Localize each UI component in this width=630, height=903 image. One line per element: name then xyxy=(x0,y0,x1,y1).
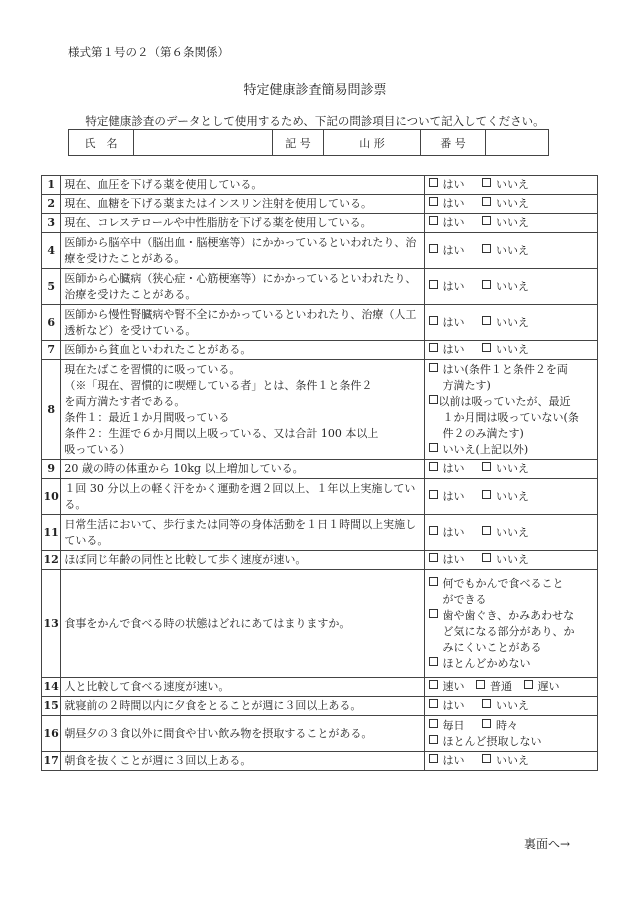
symbol-field[interactable]: 山 形 xyxy=(324,130,421,156)
option-label: はい xyxy=(442,489,465,503)
option-label: はい xyxy=(442,462,465,475)
question-text xyxy=(61,360,424,460)
option-label-cont: ど気になる部分があり、か xyxy=(442,624,575,638)
question-text: 医師から脳卒中（脳出血・脳梗塞等）にかかっているといわれたり、治療を受けたことがある。 xyxy=(61,233,424,269)
yes-option[interactable] xyxy=(429,553,465,566)
yes-option[interactable] xyxy=(429,280,465,293)
yes-option[interactable] xyxy=(429,462,465,475)
question-text: 現在、血圧を下げる薬を使用している。 xyxy=(61,176,424,195)
question-text: 現在、コレステロールや中性脂肪を下げる薬を使用している。 xyxy=(61,214,424,233)
checkbox[interactable] xyxy=(482,316,491,325)
answer-cell xyxy=(424,341,597,360)
answer-cell xyxy=(424,678,597,697)
question-text: ほぼ同じ年齢の同性と比較して歩く速度が速い。 xyxy=(61,551,424,570)
option-label: 普通 xyxy=(490,680,513,693)
question-number: 9 xyxy=(42,460,61,479)
smoking-option-no[interactable] xyxy=(429,442,594,458)
checkbox[interactable] xyxy=(429,657,438,666)
question-row xyxy=(42,460,598,479)
option-label: ほとんどかめない xyxy=(442,656,531,670)
checkbox[interactable] xyxy=(482,719,491,728)
question-text: 20 歳の時の体重から 10kg 以上増加している。 xyxy=(61,460,424,479)
checkbox[interactable] xyxy=(429,443,438,452)
question-line: を両方満たす者である。 xyxy=(64,394,186,408)
question-row xyxy=(42,697,598,716)
answer-cell xyxy=(424,305,597,341)
option-label: ほとんど摂取しない xyxy=(442,734,542,748)
sometimes-option[interactable] xyxy=(482,719,518,732)
question-row xyxy=(42,570,598,678)
number-field[interactable] xyxy=(486,130,549,156)
checkbox[interactable] xyxy=(482,699,491,708)
checkbox[interactable] xyxy=(429,699,438,708)
question-number: 8 xyxy=(42,360,61,460)
question-row xyxy=(42,233,598,269)
option-label: いいえ xyxy=(496,754,530,767)
option-label: はい(条件１と条件２を両 xyxy=(442,362,568,376)
option-label: はい xyxy=(442,553,465,566)
fast-option[interactable] xyxy=(429,680,465,693)
question-text: 医師から心臓病（狭心症・心筋梗塞等）にかかっているといわれたり、治療を受けたことがある。 xyxy=(61,269,424,305)
question-line: 現在たばこを習慣的に吸っている。 xyxy=(64,362,241,376)
option-label: はい xyxy=(442,315,465,329)
no-option[interactable] xyxy=(482,343,529,356)
question-row xyxy=(42,752,598,771)
yes-option[interactable] xyxy=(429,343,465,356)
checkbox[interactable] xyxy=(482,178,491,187)
question-row xyxy=(42,360,598,460)
name-label: 氏 名 xyxy=(69,130,134,156)
question-number: 3 xyxy=(42,214,61,233)
answer-cell xyxy=(424,195,597,214)
answer-cell xyxy=(424,214,597,233)
question-line: 吸っている） xyxy=(64,442,131,456)
checkbox[interactable] xyxy=(429,526,438,535)
no-option[interactable] xyxy=(482,553,529,566)
option-label: いいえ xyxy=(496,279,530,293)
option-label: はい xyxy=(442,216,465,229)
option-label: はい xyxy=(442,243,465,257)
option-label: 時々 xyxy=(496,718,519,732)
normal-option[interactable] xyxy=(476,680,512,693)
question-row xyxy=(42,551,598,570)
name-field[interactable] xyxy=(134,130,273,156)
answer-cell xyxy=(424,269,597,305)
option-label: はい xyxy=(442,343,465,356)
no-option[interactable] xyxy=(482,754,529,767)
answer-cell xyxy=(424,752,597,771)
yes-option[interactable] xyxy=(429,316,465,329)
answer-cell xyxy=(424,570,597,678)
question-text: 就寝前の２時間以内に夕食をとることが週に３回以上ある。 xyxy=(61,697,424,716)
no-option[interactable] xyxy=(482,316,529,329)
answer-cell xyxy=(424,176,597,195)
symbol-label: 記 号 xyxy=(273,130,324,156)
number-label: 番 号 xyxy=(421,130,486,156)
yes-option[interactable] xyxy=(429,178,465,191)
yes-option[interactable] xyxy=(429,216,465,229)
no-option[interactable] xyxy=(482,526,529,539)
answer-cell xyxy=(424,515,597,551)
answer-cell xyxy=(424,551,597,570)
question-number: 15 xyxy=(42,697,61,716)
no-option[interactable] xyxy=(482,490,529,503)
question-number: 4 xyxy=(42,233,61,269)
slow-option[interactable] xyxy=(524,680,560,693)
yes-option[interactable] xyxy=(429,699,465,712)
question-row xyxy=(42,678,598,697)
option-label: いいえ xyxy=(496,489,530,503)
option-label: いいえ(上記以外) xyxy=(442,442,529,456)
question-row xyxy=(42,176,598,195)
option-label: はい xyxy=(442,197,465,210)
checkbox[interactable] xyxy=(482,553,491,562)
option-label: いいえ xyxy=(496,343,530,356)
question-line: 条件２：生涯で６か月間以上吸っている、又は合計 100 本以上 xyxy=(64,426,379,440)
answer-cell xyxy=(424,697,597,716)
question-number: 7 xyxy=(42,341,61,360)
question-line: 条件１：最近１か月間吸っている xyxy=(64,410,230,424)
option-label: 以前は吸っていたが、最近 xyxy=(438,394,571,408)
checkbox[interactable] xyxy=(429,316,438,325)
checkbox[interactable] xyxy=(429,395,438,404)
option-label: いいえ xyxy=(496,525,530,539)
checkbox[interactable] xyxy=(429,553,438,562)
daily-option[interactable] xyxy=(429,719,465,732)
option-label: はい xyxy=(442,699,465,712)
checkbox[interactable] xyxy=(429,197,438,206)
checkbox[interactable] xyxy=(524,680,533,689)
question-text: 現在、血糖を下げる薬またはインスリン注射を使用している。 xyxy=(61,195,424,214)
no-option[interactable] xyxy=(482,699,529,712)
option-label: いいえ xyxy=(496,315,530,329)
question-row xyxy=(42,479,598,515)
option-label: はい xyxy=(442,754,465,767)
option-label-cont: みにくいことがある xyxy=(442,640,542,654)
question-number: 13 xyxy=(42,570,61,678)
yes-option[interactable] xyxy=(429,526,465,539)
option-label: はい xyxy=(442,279,465,293)
no-option[interactable] xyxy=(482,462,529,475)
checkbox[interactable] xyxy=(429,577,438,586)
option-label-cont: ができる xyxy=(442,592,487,606)
question-number: 12 xyxy=(42,551,61,570)
checkbox[interactable] xyxy=(482,280,491,289)
question-number: 11 xyxy=(42,515,61,551)
chewing-option-2[interactable] xyxy=(429,608,594,624)
answer-cell xyxy=(424,460,597,479)
question-text: 朝昼夕の３食以外に間食や甘い飲み物を摂取することがある。 xyxy=(61,716,424,752)
option-label: 毎日 xyxy=(442,718,465,732)
checkbox[interactable] xyxy=(482,343,491,352)
question-number: 2 xyxy=(42,195,61,214)
option-label: いいえ xyxy=(496,699,530,712)
checkbox[interactable] xyxy=(429,363,438,372)
option-label: いいえ xyxy=(496,197,530,210)
answer-cell xyxy=(424,716,597,752)
yes-option[interactable] xyxy=(429,754,465,767)
question-text: 日常生活において、歩行または同等の身体活動を１日１時間以上実施している。 xyxy=(61,515,424,551)
checkbox[interactable] xyxy=(482,216,491,225)
page-title: 特定健康診査簡易問診票 xyxy=(243,83,387,98)
checkbox[interactable] xyxy=(482,490,491,499)
question-text: 医師から貧血といわれたことがある。 xyxy=(61,341,424,360)
question-number: 6 xyxy=(42,305,61,341)
checkbox[interactable] xyxy=(429,216,438,225)
question-row xyxy=(42,269,598,305)
question-text: 朝食を抜くことが週に３回以上ある。 xyxy=(61,752,424,771)
checkbox[interactable] xyxy=(482,462,491,471)
option-label: いいえ xyxy=(496,178,530,191)
chewing-option-3[interactable] xyxy=(429,656,594,672)
checkbox[interactable] xyxy=(429,490,438,499)
answer-cell xyxy=(424,360,597,460)
id-table xyxy=(68,129,549,156)
yes-option[interactable] xyxy=(429,244,465,257)
option-label: いいえ xyxy=(496,243,530,257)
smoking-option-former[interactable] xyxy=(429,394,594,410)
no-option[interactable] xyxy=(482,280,529,293)
answer-cell xyxy=(424,479,597,515)
question-number: 16 xyxy=(42,716,61,752)
question-row xyxy=(42,305,598,341)
answer-cell xyxy=(424,233,597,269)
checkbox[interactable] xyxy=(476,680,485,689)
question-number: 17 xyxy=(42,752,61,771)
no-option[interactable] xyxy=(482,197,529,210)
checkbox[interactable] xyxy=(429,719,438,728)
question-text: 食事をかんで食べる時の状態はどれにあてはまりますか。 xyxy=(61,570,424,678)
checkbox[interactable] xyxy=(482,754,491,763)
question-number: 5 xyxy=(42,269,61,305)
checkbox[interactable] xyxy=(429,735,438,744)
form-number: 様式第１号の２（第６条関係） xyxy=(68,45,229,59)
checkbox[interactable] xyxy=(429,462,438,471)
question-number: 1 xyxy=(42,176,61,195)
next-page-note: 裏面へ→ xyxy=(524,837,571,851)
option-label: いいえ xyxy=(496,216,530,229)
yes-option[interactable] xyxy=(429,197,465,210)
checkbox[interactable] xyxy=(429,609,438,618)
option-label: 何でもかんで食べること xyxy=(442,576,564,590)
no-option[interactable] xyxy=(482,178,529,191)
intro-text: 特定健康診査のデータとして使用するため、下記の問診項目について記入してください。 xyxy=(85,114,545,128)
checkbox[interactable] xyxy=(429,680,438,689)
chewing-option-1[interactable] xyxy=(429,576,594,592)
checkbox[interactable] xyxy=(482,244,491,253)
option-label: はい xyxy=(442,525,465,539)
option-label-cont: 方満たす) xyxy=(442,378,491,392)
question-text: １回 30 分以上の軽く汗をかく運動を週２回以上、１年以上実施している。 xyxy=(61,479,424,515)
no-option[interactable] xyxy=(482,244,529,257)
checkbox[interactable] xyxy=(482,197,491,206)
question-row xyxy=(42,515,598,551)
yes-option[interactable] xyxy=(429,490,465,503)
checkbox[interactable] xyxy=(429,178,438,187)
smoking-option-yes[interactable] xyxy=(429,362,594,378)
checkbox[interactable] xyxy=(482,526,491,535)
questionnaire-table xyxy=(41,175,598,771)
question-number: 10 xyxy=(42,479,61,515)
checkbox[interactable] xyxy=(429,280,438,289)
question-text: 医師から慢性腎臓病や腎不全にかかっているといわれたり、治療（人工透析など）を受けている。 xyxy=(61,305,424,341)
question-row xyxy=(42,716,598,752)
question-row xyxy=(42,214,598,233)
option-label: 速い xyxy=(442,680,465,693)
option-label: 歯や歯ぐき、かみあわせな xyxy=(442,608,575,622)
option-label-cont: 件２のみ満たす) xyxy=(442,426,524,440)
question-row xyxy=(42,341,598,360)
option-label: いいえ xyxy=(496,553,530,566)
option-label: いいえ xyxy=(496,462,530,475)
question-number: 14 xyxy=(42,678,61,697)
checkbox[interactable] xyxy=(429,244,438,253)
checkbox[interactable] xyxy=(429,343,438,352)
option-label: 遅い xyxy=(537,680,560,693)
checkbox[interactable] xyxy=(429,754,438,763)
option-label-cont: １か月間は吸っていない(条 xyxy=(442,410,579,424)
no-option[interactable] xyxy=(482,216,529,229)
question-line: （※「現在、習慣的に喫煙している者」とは、条件１と条件２ xyxy=(64,378,373,392)
question-text: 人と比較して食べる速度が速い。 xyxy=(61,678,424,697)
rarely-option[interactable] xyxy=(429,734,594,750)
option-label: はい xyxy=(442,178,465,191)
question-row xyxy=(42,195,598,214)
